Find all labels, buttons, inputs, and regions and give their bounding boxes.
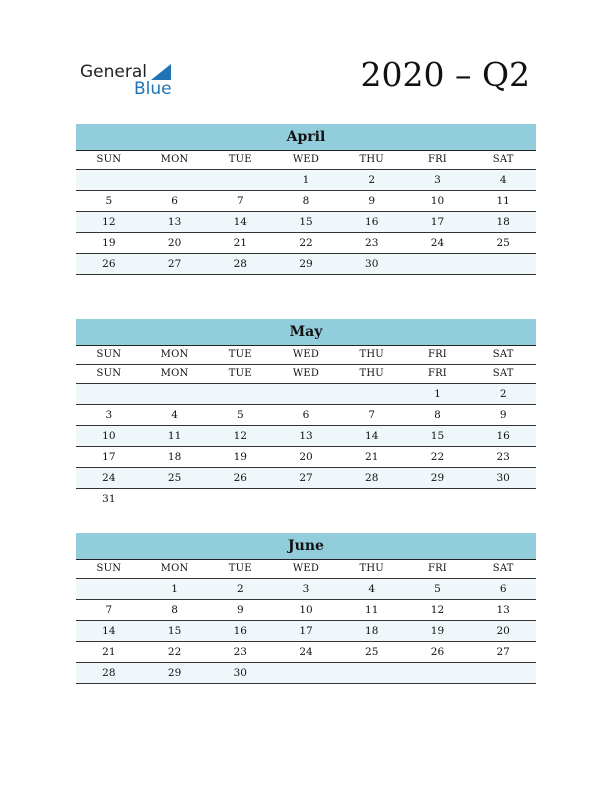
day-cell: 17 — [299, 625, 313, 637]
day-cell: 2 — [368, 174, 376, 186]
day-cell — [273, 384, 339, 404]
weekday-label: FRI — [427, 154, 447, 165]
weekday-label: THU — [359, 154, 384, 165]
day-cell: 23 — [365, 237, 379, 249]
day-cell: 10 — [430, 195, 445, 207]
week-row — [76, 447, 536, 468]
weekday-header-row — [76, 151, 536, 170]
day-cell: 1 — [302, 174, 310, 186]
week-row — [76, 468, 536, 489]
day-cell: 21 — [233, 237, 247, 249]
day-cell: 30 — [365, 258, 379, 270]
day-cell — [273, 489, 339, 509]
day-cell: 11 — [167, 430, 182, 442]
day-cell: 9 — [368, 195, 376, 207]
day-cell: 26 — [430, 646, 445, 658]
day-cell: 1 — [434, 388, 441, 400]
day-cell: 15 — [167, 625, 182, 637]
day-cell: 17 — [430, 216, 445, 228]
day-cell: 25 — [496, 237, 510, 249]
day-cell: 3 — [105, 409, 113, 421]
week-row — [76, 405, 536, 426]
day-cell — [142, 170, 208, 190]
day-cell — [470, 489, 536, 509]
logo-word-blue: Blue — [134, 79, 172, 99]
day-cell: 11 — [496, 195, 510, 207]
weekday-header-row — [76, 560, 536, 579]
day-cell: 20 — [496, 625, 510, 637]
day-cell: 5 — [434, 583, 441, 595]
weekday-header-row — [76, 346, 536, 365]
weekday-label: WED — [292, 368, 320, 379]
day-cell: 24 — [102, 472, 116, 484]
day-cell: 12 — [102, 216, 116, 228]
day-cell — [207, 489, 273, 509]
day-cell: 11 — [365, 604, 379, 616]
day-cell: 4 — [171, 409, 178, 421]
day-cell — [273, 663, 339, 683]
day-cell: 16 — [496, 430, 510, 442]
day-cell: 25 — [365, 646, 379, 658]
day-cell: 2 — [236, 583, 244, 595]
week-row — [76, 489, 536, 509]
day-cell: 9 — [499, 409, 507, 421]
day-cell — [76, 170, 142, 190]
weekday-header-row — [76, 365, 536, 384]
weekday-label: FRI — [427, 563, 447, 574]
day-cell: 13 — [299, 430, 313, 442]
weekday-label: MON — [160, 368, 189, 379]
day-cell: 20 — [167, 237, 182, 249]
weekday-label: TUE — [228, 563, 252, 574]
day-cell — [142, 489, 208, 509]
day-cell: 27 — [496, 646, 510, 658]
week-row — [76, 579, 536, 600]
weekday-label: THU — [359, 368, 384, 379]
day-cell: 6 — [302, 409, 310, 421]
day-cell: 7 — [368, 409, 376, 421]
week-row — [76, 663, 536, 684]
weekday-label: WED — [292, 349, 320, 360]
day-cell: 26 — [102, 258, 116, 270]
day-cell — [470, 254, 536, 274]
weekday-label: THU — [359, 349, 384, 360]
day-cell: 18 — [167, 451, 182, 463]
day-cell: 29 — [430, 472, 445, 484]
calendar-june — [76, 533, 536, 684]
week-row — [76, 600, 536, 621]
week-row — [76, 170, 536, 191]
day-cell: 28 — [233, 258, 247, 270]
day-cell: 4 — [368, 583, 376, 595]
week-row — [76, 254, 536, 275]
day-cell: 2 — [499, 388, 507, 400]
day-cell: 19 — [233, 451, 247, 463]
day-cell: 5 — [105, 195, 113, 207]
day-cell — [405, 489, 471, 509]
day-cell — [76, 579, 142, 599]
day-cell: 22 — [430, 451, 445, 463]
day-cell: 22 — [167, 646, 182, 658]
weekday-label: SAT — [492, 368, 514, 379]
day-cell: 8 — [171, 604, 178, 616]
day-cell: 15 — [430, 430, 445, 442]
day-cell: 14 — [233, 216, 247, 228]
day-cell — [405, 663, 471, 683]
day-cell — [339, 489, 405, 509]
week-row — [76, 426, 536, 447]
day-cell: 13 — [167, 216, 182, 228]
weekday-label: TUE — [228, 154, 252, 165]
day-cell: 28 — [102, 667, 116, 679]
weekday-label: WED — [292, 154, 320, 165]
day-cell: 24 — [430, 237, 445, 249]
day-cell: 22 — [299, 237, 313, 249]
weekday-label: MON — [160, 154, 189, 165]
weekday-label: SUN — [96, 563, 122, 574]
week-row — [76, 233, 536, 254]
day-cell: 19 — [102, 237, 116, 249]
day-cell — [207, 384, 273, 404]
month-name: April — [76, 124, 536, 151]
day-cell: 28 — [365, 472, 379, 484]
day-cell: 5 — [236, 409, 244, 421]
day-cell: 10 — [102, 430, 116, 442]
calendar-april — [76, 124, 536, 275]
day-cell: 1 — [171, 583, 178, 595]
day-cell: 16 — [365, 216, 379, 228]
weekday-label: MON — [160, 349, 189, 360]
day-cell: 8 — [302, 195, 310, 207]
week-row — [76, 384, 536, 405]
day-cell: 3 — [302, 583, 310, 595]
week-row — [76, 642, 536, 663]
weekday-label: SUN — [96, 368, 122, 379]
day-cell: 24 — [299, 646, 313, 658]
week-row — [76, 621, 536, 642]
day-cell: 29 — [167, 667, 182, 679]
day-cell: 14 — [102, 625, 116, 637]
day-cell: 6 — [171, 195, 178, 207]
day-cell: 20 — [299, 451, 313, 463]
day-cell: 18 — [365, 625, 379, 637]
day-cell: 8 — [434, 409, 441, 421]
logo-word-general: General — [80, 62, 147, 82]
day-cell: 19 — [430, 625, 445, 637]
weekday-label: SAT — [492, 154, 514, 165]
day-cell: 27 — [167, 258, 182, 270]
weekday-label: SUN — [96, 349, 122, 360]
day-cell: 17 — [102, 451, 116, 463]
day-cell: 31 — [102, 493, 116, 505]
day-cell: 23 — [233, 646, 247, 658]
weekday-label: MON — [160, 563, 189, 574]
day-cell: 9 — [236, 604, 244, 616]
day-cell — [405, 254, 471, 274]
day-cell: 30 — [496, 472, 510, 484]
day-cell — [207, 170, 273, 190]
day-cell: 27 — [299, 472, 313, 484]
day-cell — [470, 663, 536, 683]
month-name: May — [76, 319, 536, 346]
day-cell: 13 — [496, 604, 510, 616]
day-cell: 6 — [499, 583, 507, 595]
day-cell: 21 — [365, 451, 379, 463]
day-cell: 4 — [499, 174, 507, 186]
day-cell: 30 — [233, 667, 247, 679]
day-cell: 25 — [167, 472, 182, 484]
day-cell: 15 — [299, 216, 313, 228]
week-row — [76, 191, 536, 212]
weekday-label: TUE — [228, 349, 252, 360]
day-cell: 7 — [105, 604, 113, 616]
day-cell: 26 — [233, 472, 247, 484]
day-cell — [339, 663, 405, 683]
day-cell — [142, 384, 208, 404]
day-cell: 21 — [102, 646, 116, 658]
weekday-label: FRI — [427, 368, 447, 379]
day-cell: 3 — [434, 174, 441, 186]
page-title: 2020 – Q2 — [360, 55, 530, 94]
day-cell: 12 — [233, 430, 247, 442]
weekday-label: WED — [292, 563, 320, 574]
day-cell: 10 — [299, 604, 313, 616]
logo-flag-icon — [151, 64, 171, 80]
day-cell: 23 — [496, 451, 510, 463]
calendar-may — [76, 319, 536, 509]
weekday-label: FRI — [427, 349, 447, 360]
day-cell: 14 — [365, 430, 379, 442]
month-name: June — [76, 533, 536, 560]
day-cell — [339, 384, 405, 404]
weekday-label: THU — [359, 563, 384, 574]
day-cell: 12 — [430, 604, 445, 616]
day-cell: 7 — [236, 195, 244, 207]
week-row — [76, 212, 536, 233]
weekday-label: SAT — [492, 349, 514, 360]
day-cell: 16 — [233, 625, 247, 637]
day-cell — [76, 384, 142, 404]
brand-logo — [80, 62, 180, 102]
weekday-label: TUE — [228, 368, 252, 379]
day-cell: 18 — [496, 216, 510, 228]
day-cell: 29 — [299, 258, 313, 270]
weekday-label: SAT — [492, 563, 514, 574]
weekday-label: SUN — [96, 154, 122, 165]
